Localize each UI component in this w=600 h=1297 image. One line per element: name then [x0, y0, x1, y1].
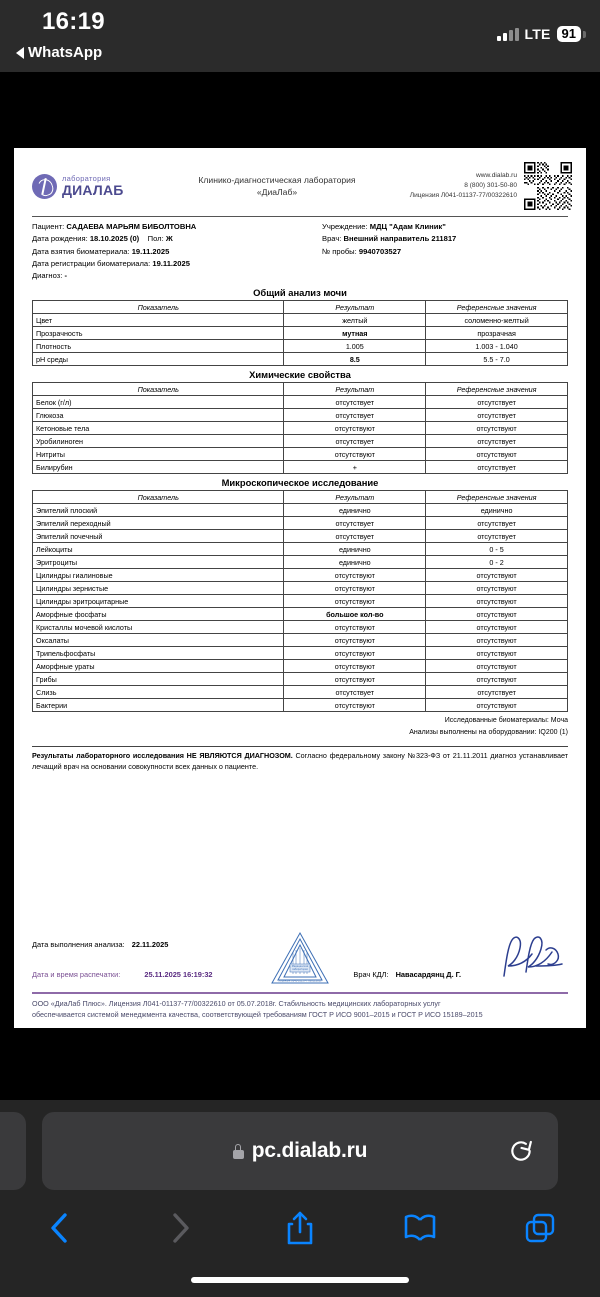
- signal-strength-icon: [497, 28, 519, 41]
- print-date-label: Дата и время распечатки:: [32, 969, 121, 979]
- print-date-row: [32, 970, 213, 979]
- dialab-logo: [32, 174, 162, 199]
- patient-name-row: [32, 221, 322, 233]
- bookmarks-icon: [403, 1213, 437, 1243]
- cell-reference-value: отсутствуют: [426, 595, 568, 608]
- cell-indicator-name: Слизь: [33, 686, 284, 699]
- cell-reference-value: прозрачная: [426, 327, 568, 340]
- patient-birth-row: [32, 233, 322, 245]
- results-sections: [14, 284, 586, 712]
- table-header-row: [33, 491, 568, 504]
- analysis-date-label: Дата выполнения анализа:: [32, 939, 125, 949]
- patient-name-label: Пациент:: [32, 222, 65, 231]
- table-row: [33, 569, 568, 582]
- table-row: [33, 435, 568, 448]
- cell-reference-value: отсутствуют: [426, 699, 568, 712]
- cell-indicator-name: Аморфные ураты: [33, 660, 284, 673]
- cell-reference-value: 5.5 - 7.0: [426, 353, 568, 366]
- official-stamp-icon: [269, 930, 331, 988]
- table-row: [33, 396, 568, 409]
- cell-result-value: отсутствует: [284, 530, 426, 543]
- cell-result-value: большое кол-во: [284, 608, 426, 621]
- sample-number-value: 9940703527: [358, 246, 402, 256]
- cell-reference-value: отсутствуют: [426, 621, 568, 634]
- patient-info-right: [322, 221, 568, 282]
- cell-indicator-name: Цилиндры эритроцитарные: [33, 595, 284, 608]
- lab-title-line1: Клинико-диагностическая лаборатория: [198, 174, 356, 185]
- dialab-logo-icon: [32, 174, 57, 199]
- phone-text: 8 (800) 301-50-80: [464, 181, 517, 189]
- diagnosis-label: Диагноз:: [32, 271, 63, 281]
- equipment-note: Анализы выполнены на оборудовании: IQ200 (1): [409, 729, 568, 737]
- reload-icon[interactable]: [508, 1138, 534, 1164]
- cell-reference-value: отсутствует: [426, 435, 568, 448]
- cell-reference-value: соломенно-желтый: [426, 314, 568, 327]
- table-row: [33, 543, 568, 556]
- doctor-signature: [496, 932, 568, 984]
- cell-result-value: отсутствует: [284, 409, 426, 422]
- cell-result-value: 8.5: [284, 353, 426, 366]
- cell-result-value: отсутствует: [284, 686, 426, 699]
- ios-status-bar: [0, 0, 600, 72]
- url-text: pc.dialab.ru: [251, 1139, 368, 1162]
- cell-reference-value: отсутствуют: [426, 569, 568, 582]
- patient-info-left: [32, 221, 322, 282]
- cell-reference-value: отсутствует: [426, 409, 568, 422]
- safari-bottom-bar: [0, 1100, 600, 1297]
- patient-info-block: [14, 217, 586, 284]
- cell-reference-value: единично: [426, 504, 568, 517]
- lab-report-document: [14, 148, 586, 1028]
- table-header-indicator: Показатель: [33, 301, 284, 314]
- battery-nub-icon: [583, 31, 586, 38]
- table-header-result: Результат: [284, 383, 426, 396]
- forward-chevron-icon: [167, 1211, 193, 1245]
- cell-indicator-name: Плотность: [33, 340, 284, 353]
- kdl-doctor-row: [353, 970, 461, 979]
- status-time: 16:19: [42, 8, 105, 35]
- table-row: [33, 634, 568, 647]
- cell-indicator-name: Эпителий почечный: [33, 530, 284, 543]
- section-title: Микроскопическое исследование: [221, 477, 379, 489]
- website-text: www.dialab.ru: [475, 171, 517, 179]
- cell-reference-value: отсутствует: [426, 396, 568, 409]
- table-header-row: [33, 301, 568, 314]
- cell-result-value: отсутствует: [284, 396, 426, 409]
- table-row: [33, 556, 568, 569]
- cell-result-value: единично: [284, 556, 426, 569]
- sample-registered-label: Дата регистрации биоматериала:: [32, 258, 151, 268]
- cell-indicator-name: Лейкоциты: [33, 543, 284, 556]
- table-row: [33, 621, 568, 634]
- table-row: [33, 448, 568, 461]
- cell-indicator-name: Грибы: [33, 673, 284, 686]
- sample-taken-value: 19.11.2025: [131, 246, 170, 256]
- sample-taken-row: [32, 246, 322, 258]
- tabs-button[interactable]: [480, 1200, 600, 1256]
- table-row: [33, 461, 568, 474]
- battery-percentage: 91: [557, 26, 581, 42]
- cell-indicator-name: Эпителий плоский: [33, 504, 284, 517]
- cell-result-value: отсутствует: [284, 517, 426, 530]
- sex-label: Пол:: [147, 234, 164, 244]
- cell-indicator-name: pH среды: [33, 353, 284, 366]
- license-text: Лицензия Л041-01137-77/00322610: [409, 192, 517, 200]
- cell-indicator-name: Кетоновые тела: [33, 422, 284, 435]
- back-button[interactable]: [0, 1200, 120, 1256]
- legal-line-2: обеспечивается системой менеджмента качества, соответствующей требованиям ГОСТ Р ИСО 9001–2015 и ГОСТ Р ИСО 15189–2015: [32, 1009, 483, 1019]
- table-row: [33, 314, 568, 327]
- cell-indicator-name: Цилиндры зернистые: [33, 582, 284, 595]
- tabs-icon: [524, 1212, 556, 1244]
- table-header-reference: Референсные значения: [426, 383, 568, 396]
- back-chevron-icon: [47, 1211, 73, 1245]
- cell-indicator-name: Эпителий переходный: [33, 517, 284, 530]
- cell-result-value: мутная: [284, 327, 426, 340]
- kdl-doctor-value: Навасардянц Д. Г.: [395, 969, 461, 979]
- disclaimer-bold: Результаты лабораторного исследования НЕ ЯВЛЯЮТСЯ ДИАГНОЗОМ.: [32, 751, 293, 761]
- cell-reference-value: отсутствует: [426, 461, 568, 474]
- lab-title-line2: «ДиаЛаб»: [256, 187, 298, 197]
- table-header-reference: Референсные значения: [426, 491, 568, 504]
- adjacent-tab-peek[interactable]: [0, 1112, 26, 1190]
- svg-text:Лицензия Л041-01137-77/0032261: Лицензия Л041-01137-77/00322610: [278, 979, 322, 983]
- cell-result-value: желтый: [284, 314, 426, 327]
- cell-indicator-name: Уробилиноген: [33, 435, 284, 448]
- analysis-notes: [14, 712, 586, 739]
- referring-doctor-row: [322, 233, 568, 245]
- back-to-app-label: WhatsApp: [28, 44, 103, 61]
- cell-result-value: отсутствуют: [284, 621, 426, 634]
- institution-value: МДЦ "Адам Клиник": [369, 222, 446, 231]
- cell-result-value: единично: [284, 504, 426, 517]
- cell-indicator-name: Кристаллы мочевой кислоты: [33, 621, 284, 634]
- cell-result-value: +: [284, 461, 426, 474]
- legal-line-1: ООО «ДиаЛаб Плюс». Лицензия Л041-01137-77/00322610 от 05.07.2018г. Стабильность медицинских лабораторных услуг: [32, 998, 441, 1008]
- sample-number-label: № пробы:: [322, 246, 357, 256]
- cell-result-value: отсутствуют: [284, 673, 426, 686]
- table-row: [33, 422, 568, 435]
- cell-reference-value: 1.003 - 1.040: [426, 340, 568, 353]
- table-header-reference: Референсные значения: [426, 301, 568, 314]
- section-title: Химические свойства: [249, 369, 351, 381]
- cell-reference-value: 0 - 5: [426, 543, 568, 556]
- table-row: [33, 660, 568, 673]
- institution-label: Учреждение:: [322, 222, 368, 231]
- birth-date-label: Дата рождения:: [32, 234, 88, 244]
- table-row: [33, 530, 568, 543]
- share-icon: [285, 1210, 315, 1246]
- cell-indicator-name: Аморфные фосфаты: [33, 608, 284, 621]
- cell-reference-value: отсутствуют: [426, 634, 568, 647]
- svg-text:лаборатория: лаборатория: [292, 967, 308, 971]
- print-date-value: 25.11.2025 16:19:32: [144, 969, 213, 979]
- cell-result-value: отсутствует: [284, 435, 426, 448]
- qr-code-icon: [524, 162, 572, 210]
- cell-result-value: отсутствуют: [284, 647, 426, 660]
- biomaterial-note: Исследованные биоматериалы: Моча: [444, 717, 568, 725]
- sample-registered-value: 19.11.2025: [152, 258, 190, 268]
- sample-registered-row: [32, 258, 322, 270]
- legal-footer: [32, 992, 568, 1028]
- doctor-value: Внешний направитель 211817: [343, 234, 457, 244]
- diagnosis-row: [32, 270, 322, 282]
- network-type-label: LTE: [524, 26, 551, 42]
- sex-value: Ж: [165, 234, 173, 244]
- cell-reference-value: отсутствует: [426, 530, 568, 543]
- forward-button[interactable]: [120, 1200, 240, 1256]
- results-table: [32, 300, 568, 366]
- sample-taken-label: Дата взятия биоматериала:: [32, 246, 130, 256]
- disclaimer-text: [32, 746, 568, 773]
- status-indicators: [497, 26, 586, 42]
- results-table: [32, 382, 568, 474]
- browser-toolbar: [0, 1200, 600, 1256]
- cell-reference-value: отсутствуют: [426, 448, 568, 461]
- sample-number-row: [322, 246, 568, 258]
- table-header-result: Результат: [284, 491, 426, 504]
- cell-indicator-name: Оксалаты: [33, 634, 284, 647]
- table-row: [33, 327, 568, 340]
- diagnosis-value: -: [64, 271, 67, 281]
- share-button[interactable]: [240, 1200, 360, 1256]
- header-contact-block: [392, 162, 572, 210]
- table-row: [33, 504, 568, 517]
- cell-result-value: отсутствуют: [284, 422, 426, 435]
- birth-date-value: 18.10.2025 (0): [89, 234, 140, 244]
- lab-title: [172, 174, 382, 199]
- cell-reference-value: отсутствуют: [426, 422, 568, 435]
- table-header-indicator: Показатель: [33, 491, 284, 504]
- cell-reference-value: отсутствуют: [426, 608, 568, 621]
- cell-indicator-name: Прозрачность: [33, 327, 284, 340]
- kdl-doctor-label: Врач КДЛ:: [353, 969, 389, 979]
- analysis-date-row: [32, 940, 168, 949]
- cell-indicator-name: Трипельфосфаты: [33, 647, 284, 660]
- table-row: [33, 353, 568, 366]
- table-row: [33, 647, 568, 660]
- table-row: [33, 409, 568, 422]
- table-row: [33, 517, 568, 530]
- bookmarks-button[interactable]: [360, 1200, 480, 1256]
- back-triangle-icon: [16, 47, 24, 59]
- document-header: [14, 148, 586, 216]
- cell-indicator-name: Глюкоза: [33, 409, 284, 422]
- document-footer: [14, 930, 586, 1028]
- table-header-indicator: Показатель: [33, 383, 284, 396]
- cell-result-value: отсутствуют: [284, 634, 426, 647]
- home-indicator: [191, 1277, 409, 1283]
- svg-text:Медицинская: Медицинская: [291, 964, 309, 968]
- lock-icon: [233, 1144, 244, 1159]
- cell-reference-value: отсутствует: [426, 686, 568, 699]
- logo-name: ДИАЛАБ: [62, 181, 124, 198]
- cell-result-value: отсутствуют: [284, 660, 426, 673]
- results-table: [32, 490, 568, 712]
- analysis-date-value: 22.11.2025: [131, 939, 169, 949]
- table-row: [33, 673, 568, 686]
- doctor-label: Врач:: [322, 234, 342, 244]
- institution-row: [322, 221, 568, 233]
- web-page-viewport[interactable]: [0, 72, 600, 1100]
- cell-result-value: 1.005: [284, 340, 426, 353]
- address-bar[interactable]: [42, 1112, 558, 1190]
- table-header-row: [33, 383, 568, 396]
- cell-result-value: отсутствуют: [284, 699, 426, 712]
- cell-result-value: отсутствуют: [284, 569, 426, 582]
- cell-indicator-name: Эритроциты: [33, 556, 284, 569]
- cell-reference-value: отсутствуют: [426, 647, 568, 660]
- cell-indicator-name: Нитриты: [33, 448, 284, 461]
- table-row: [33, 340, 568, 353]
- cell-indicator-name: Белок (г/л): [33, 396, 284, 409]
- disclaimer-rest: Согласно федеральному закону №323-ФЗ от 21.11.2011 диагноз устанавливает лечащий врач на основании совокупности всех данных о пациенте.: [32, 751, 569, 772]
- cell-indicator-name: Цилиндры гиалиновые: [33, 569, 284, 582]
- cell-reference-value: отсутствуют: [426, 673, 568, 686]
- cell-result-value: отсутствуют: [284, 448, 426, 461]
- cell-indicator-name: Цвет: [33, 314, 284, 327]
- cell-indicator-name: Бактерии: [33, 699, 284, 712]
- table-row: [33, 582, 568, 595]
- cell-result-value: единично: [284, 543, 426, 556]
- back-to-app-button[interactable]: [16, 44, 102, 61]
- cell-result-value: отсутствуют: [284, 582, 426, 595]
- cell-result-value: отсутствуют: [284, 595, 426, 608]
- patient-name-value: САДАЕВА МАРЬЯМ БИБОЛТОВНА: [66, 222, 197, 231]
- table-row: [33, 608, 568, 621]
- cell-reference-value: отсутствует: [426, 517, 568, 530]
- table-row: [33, 595, 568, 608]
- cell-reference-value: 0 - 2: [426, 556, 568, 569]
- cell-reference-value: отсутствуют: [426, 660, 568, 673]
- cell-reference-value: отсутствуют: [426, 582, 568, 595]
- logo-tagline: лаборатория: [62, 174, 111, 184]
- section-title: Общий анализ мочи: [253, 287, 347, 299]
- table-row: [33, 699, 568, 712]
- cell-indicator-name: Билирубин: [33, 461, 284, 474]
- table-header-result: Результат: [284, 301, 426, 314]
- table-row: [33, 686, 568, 699]
